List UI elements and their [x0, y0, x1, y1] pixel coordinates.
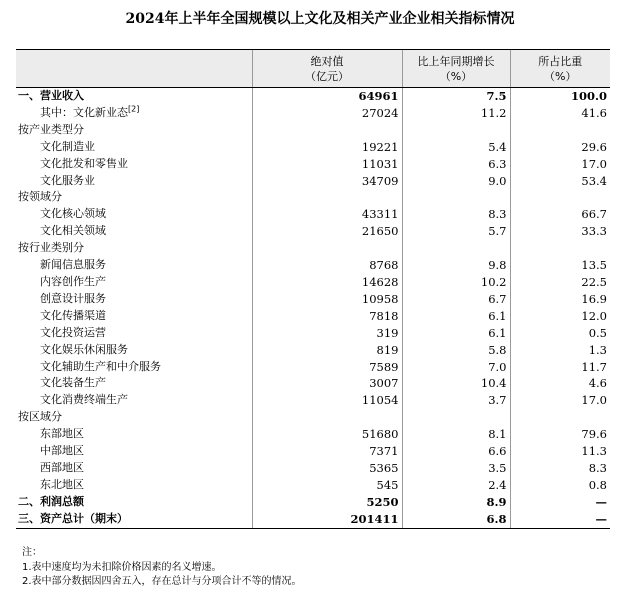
- cell-growth: 10.4: [402, 375, 510, 392]
- row-label: [16, 392, 252, 409]
- table-row: [16, 105, 610, 122]
- cell-share: [510, 189, 610, 206]
- row-label: [16, 274, 252, 291]
- row-label-text: 创意设计服务: [40, 291, 106, 305]
- cell-absolute-value: [252, 240, 402, 257]
- cell-growth: 10.2: [402, 274, 510, 291]
- table-row: [16, 511, 610, 528]
- cell-growth: 5.8: [402, 342, 510, 359]
- row-label-text: 其中：文化新业态: [40, 105, 128, 119]
- row-label-text: 文化相关领域: [40, 224, 106, 238]
- cell-share: 17.0: [510, 392, 610, 409]
- header-line1: 绝对值: [310, 55, 344, 68]
- cell-growth: 9.0: [402, 173, 510, 190]
- row-label: [16, 156, 252, 173]
- cell-absolute-value: 201411: [252, 511, 402, 528]
- cell-growth: 9.8: [402, 257, 510, 274]
- cell-growth: 5.7: [402, 223, 510, 240]
- header-growth: [402, 50, 510, 88]
- row-label: [16, 477, 252, 494]
- cell-growth: 3.7: [402, 392, 510, 409]
- row-label-text: 文化核心领域: [40, 207, 106, 221]
- table-row: [16, 88, 610, 105]
- table-row: [16, 206, 610, 223]
- cell-absolute-value: 3007: [252, 375, 402, 392]
- note-item: 2.表中部分数据因四舍五入，存在总计与分项合计不等的情况。: [22, 576, 302, 587]
- cell-absolute-value: 34709: [252, 173, 402, 190]
- cell-growth: 6.6: [402, 443, 510, 460]
- table-title: 2024年上半年全国规模以上文化及相关产业企业相关指标情况: [125, 11, 515, 27]
- row-label: [16, 460, 252, 477]
- cell-absolute-value: 8768: [252, 257, 402, 274]
- header-label-col: [16, 50, 252, 88]
- row-label: [16, 88, 252, 105]
- row-label-text: 东北地区: [40, 477, 84, 491]
- row-label: [16, 189, 252, 206]
- cell-absolute-value: 14628: [252, 274, 402, 291]
- row-label: [16, 308, 252, 325]
- cell-absolute-value: [252, 189, 402, 206]
- row-label: [16, 139, 252, 156]
- row-label-text: 文化娱乐休闲服务: [40, 342, 128, 356]
- footnote-marker: [2]: [128, 104, 140, 114]
- table-row: [16, 257, 610, 274]
- table-row: [16, 494, 610, 511]
- cell-share: 41.6: [510, 105, 610, 122]
- cell-absolute-value: 5365: [252, 460, 402, 477]
- table-row: [16, 359, 610, 376]
- header-line2: （亿元）: [305, 70, 349, 83]
- header-line2: （%）: [439, 70, 473, 83]
- cell-absolute-value: [252, 122, 402, 139]
- row-label-text: 内容创作生产: [40, 274, 106, 288]
- cell-share: 0.5: [510, 325, 610, 342]
- table-row: [16, 139, 610, 156]
- row-label-text: 东部地区: [40, 427, 84, 441]
- header-absolute-value: [252, 50, 402, 88]
- row-label-text: 一、营业收入: [18, 89, 84, 102]
- table-row: [16, 274, 610, 291]
- row-label: [16, 206, 252, 223]
- cell-absolute-value: 819: [252, 342, 402, 359]
- table-row: [16, 443, 610, 460]
- cell-share: —: [510, 511, 610, 528]
- row-label: [16, 426, 252, 443]
- cell-absolute-value: 11054: [252, 392, 402, 409]
- row-label-text: 按产业类型分: [18, 122, 84, 136]
- row-label-text: 中部地区: [40, 444, 84, 458]
- row-label-text: 二、利润总额: [18, 494, 84, 508]
- cell-absolute-value: 21650: [252, 223, 402, 240]
- table-row: [16, 426, 610, 443]
- cell-growth: 6.7: [402, 291, 510, 308]
- table-row: [16, 122, 610, 139]
- header-share: [510, 50, 610, 88]
- header-line1: 所占比重: [538, 55, 583, 68]
- cell-share: 11.3: [510, 443, 610, 460]
- cell-share: [510, 240, 610, 257]
- table-row: [16, 477, 610, 494]
- table-row: [16, 409, 610, 426]
- row-label: [16, 511, 252, 528]
- row-label-text: 西部地区: [40, 460, 84, 474]
- note-heading: 注：: [22, 547, 42, 558]
- row-label: [16, 443, 252, 460]
- table-body: [16, 88, 610, 529]
- cell-absolute-value: 27024: [252, 105, 402, 122]
- cell-growth: 8.9: [402, 494, 510, 511]
- table-row: [16, 308, 610, 325]
- row-label: [16, 375, 252, 392]
- cell-absolute-value: 10958: [252, 291, 402, 308]
- row-label: [16, 494, 252, 511]
- row-label: [16, 359, 252, 376]
- cell-growth: 11.2: [402, 105, 510, 122]
- cell-growth: 7.0: [402, 359, 510, 376]
- row-label-text: 文化装备生产: [40, 376, 106, 390]
- cell-share: 1.3: [510, 342, 610, 359]
- cell-share: 79.6: [510, 426, 610, 443]
- cell-absolute-value: 64961: [252, 88, 402, 105]
- cell-growth: 3.5: [402, 460, 510, 477]
- cell-growth: 8.1: [402, 426, 510, 443]
- cell-share: —: [510, 494, 610, 511]
- cell-absolute-value: 319: [252, 325, 402, 342]
- cell-share: 17.0: [510, 156, 610, 173]
- cell-absolute-value: 19221: [252, 139, 402, 156]
- row-label-text: 文化传播渠道: [40, 308, 106, 322]
- cell-share: 33.3: [510, 223, 610, 240]
- cell-growth: [402, 240, 510, 257]
- cell-growth: [402, 409, 510, 426]
- cell-absolute-value: 7818: [252, 308, 402, 325]
- row-label: [16, 105, 252, 122]
- cell-share: 16.9: [510, 291, 610, 308]
- row-label-text: 文化投资运营: [40, 325, 106, 339]
- table-row: [16, 375, 610, 392]
- cell-share: 53.4: [510, 173, 610, 190]
- table-row: [16, 291, 610, 308]
- row-label: [16, 223, 252, 240]
- cell-share: 11.7: [510, 359, 610, 376]
- table-row: [16, 460, 610, 477]
- row-label: [16, 409, 252, 426]
- cell-growth: 5.4: [402, 139, 510, 156]
- table-row: [16, 189, 610, 206]
- header-line1: 比上年同期增长: [417, 55, 495, 68]
- footnotes: [22, 546, 302, 590]
- row-label: [16, 240, 252, 257]
- cell-growth: 6.3: [402, 156, 510, 173]
- cell-absolute-value: 7371: [252, 443, 402, 460]
- table-row: [16, 342, 610, 359]
- cell-share: 22.5: [510, 274, 610, 291]
- row-label: [16, 325, 252, 342]
- header-line2: （%）: [544, 70, 577, 83]
- row-label-text: 按行业类别分: [18, 241, 84, 255]
- table-row: [16, 240, 610, 257]
- cell-share: 8.3: [510, 460, 610, 477]
- row-label-text: 文化辅助生产和中介服务: [40, 359, 161, 373]
- cell-growth: [402, 122, 510, 139]
- cell-share: 29.6: [510, 139, 610, 156]
- cell-growth: 6.1: [402, 325, 510, 342]
- cell-share: [510, 409, 610, 426]
- row-label-text: 文化服务业: [40, 173, 95, 187]
- cell-growth: 7.5: [402, 88, 510, 105]
- table-row: [16, 156, 610, 173]
- note-item: 1.表中速度均为未扣除价格因素的名义增速。: [22, 561, 222, 573]
- row-label: [16, 291, 252, 308]
- row-label-text: 按领域分: [18, 190, 62, 204]
- cell-share: 13.5: [510, 257, 610, 274]
- header-row: [16, 50, 610, 88]
- cell-growth: 8.3: [402, 206, 510, 223]
- cell-share: 12.0: [510, 308, 610, 325]
- row-label: [16, 122, 252, 139]
- cell-share: 0.8: [510, 477, 610, 494]
- cell-growth: 6.8: [402, 511, 510, 528]
- indicator-table: [16, 49, 610, 529]
- cell-share: 4.6: [510, 375, 610, 392]
- cell-absolute-value: 43311: [252, 206, 402, 223]
- row-label: [16, 257, 252, 274]
- cell-growth: 6.1: [402, 308, 510, 325]
- row-label: [16, 342, 252, 359]
- cell-growth: 2.4: [402, 477, 510, 494]
- table-row: [16, 325, 610, 342]
- cell-absolute-value: 11031: [252, 156, 402, 173]
- row-label: [16, 173, 252, 190]
- cell-absolute-value: 5250: [252, 494, 402, 511]
- cell-absolute-value: 545: [252, 477, 402, 494]
- cell-growth: [402, 189, 510, 206]
- cell-absolute-value: 7589: [252, 359, 402, 376]
- table-row: [16, 173, 610, 190]
- cell-share: [510, 122, 610, 139]
- cell-share: 100.0: [510, 88, 610, 105]
- row-label-text: 三、资产总计（期末）: [18, 511, 128, 525]
- cell-share: 66.7: [510, 206, 610, 223]
- table-row: [16, 223, 610, 240]
- cell-absolute-value: 51680: [252, 426, 402, 443]
- row-label-text: 文化制造业: [40, 139, 95, 153]
- table-row: [16, 392, 610, 409]
- row-label-text: 文化消费终端生产: [40, 393, 128, 407]
- row-label-text: 按区域分: [18, 410, 62, 424]
- row-label-text: 文化批发和零售业: [40, 156, 128, 170]
- row-label-text: 新闻信息服务: [40, 258, 106, 272]
- cell-absolute-value: [252, 409, 402, 426]
